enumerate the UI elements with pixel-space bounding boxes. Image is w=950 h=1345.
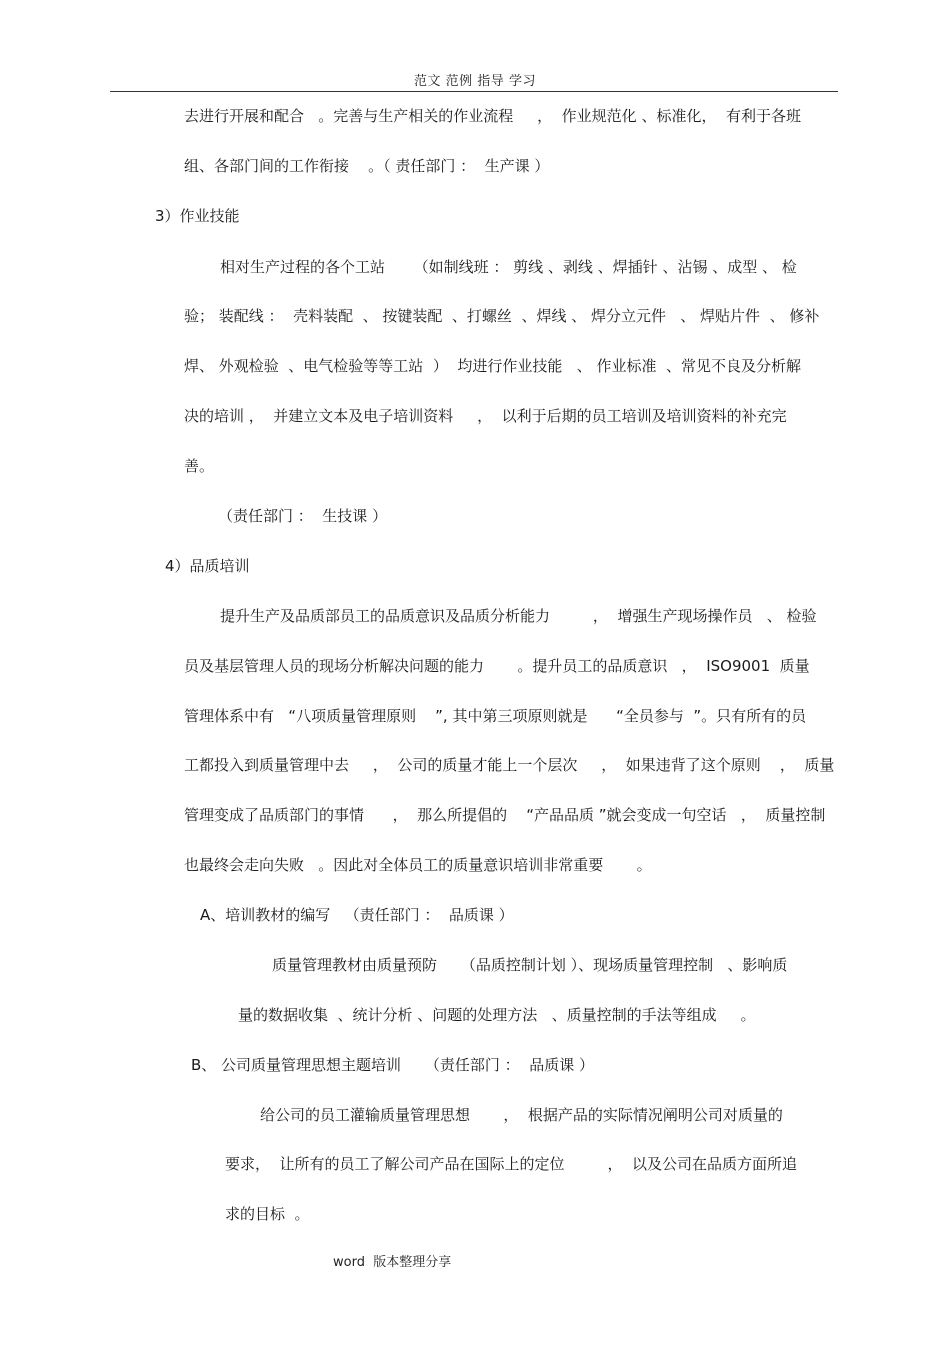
body-line: 要求， 让所有的员工了解公司产品在国际上的定位 ， 以及公司在品质方面所追 (225, 1155, 797, 1173)
body-line: 质量管理教材由质量预防 （品质控制计划 ）、现场质量管理控制 、影响质 (272, 956, 788, 974)
body-line: 决的培训 ， 并建立文本及电子培训资料 ， 以利于后期的员工培训及培训资料的补充完 (184, 407, 787, 425)
body-line: 管理变成了品质部门的事情 ， 那么所提倡的 “产品品质 ”就会变成一句空话 ， 质量控制 (184, 806, 826, 824)
header-divider (110, 91, 838, 92)
body-line: 也最终会走向失败 。因此对全体员工的质量意识培训非常重要 。 (184, 856, 652, 874)
section-heading: 4）品质培训 (165, 557, 250, 575)
page-header: 范文 范例 指导 学习 (414, 74, 536, 89)
body-line: 员及基层管理人员的现场分析解决问题的能力 。提升员工的品质意识 ， ISO9001 质量 (184, 657, 810, 675)
body-line: 去进行开展和配合 。完善与生产相关的作业流程 ， 作业规范化 、标准化， 有利于各班 (184, 107, 801, 125)
section-heading: 3）作业技能 (155, 207, 240, 225)
responsibility-note: （责任部门 ： 生技课 ） (218, 507, 388, 525)
body-line: 组、各部门间的工作衔接 。（ 责任部门 ： 生产课 ） (184, 157, 550, 175)
body-line: 提升生产及品质部员工的品质意识及品质分析能力 ， 增强生产现场操作员 、 检验 (220, 607, 817, 625)
body-line: 相对生产过程的各个工站 （如制线班 ： 剪线 、剥线 、焊插针 、沾锡 、成型 、 检 (220, 258, 797, 276)
body-line: 焊、 外观检验 、电气检验等等工站 ） 均进行作业技能 、 作业标准 、常见不良及分析解 (184, 357, 801, 375)
page-footer: word 版本整理分享 (333, 1255, 452, 1270)
body-line: 求的目标 。 (225, 1205, 310, 1223)
body-line: 验； 装配线 ： 壳料装配 、 按键装配 、打螺丝 、焊线 、 焊分立元件 、 焊贴片件 、 修补 (184, 307, 820, 325)
body-line: 管理体系中有 “八项质量管理原则 ”, 其中第三项原则就是 “全员参与 ”。只有所有的员 (184, 707, 807, 725)
subsection-heading: A、培训教材的编写 （责任部门 ： 品质课 ） (200, 906, 514, 924)
body-line: 给公司的员工灌输质量管理思想 ， 根据产品的实际情况阐明公司对质量的 (260, 1106, 783, 1124)
subsection-heading: B、 公司质量管理思想主题培训 （责任部门 ： 品质课 ） (191, 1056, 594, 1074)
body-line: 善。 (184, 457, 215, 475)
body-line: 量的数据收集 、统计分析 、问题的处理方法 、质量控制的手法等组成 。 (238, 1006, 756, 1024)
body-line: 工都投入到质量管理中去 ， 公司的质量才能上一个层次 ， 如果违背了这个原则 ， 质量 (184, 756, 835, 774)
